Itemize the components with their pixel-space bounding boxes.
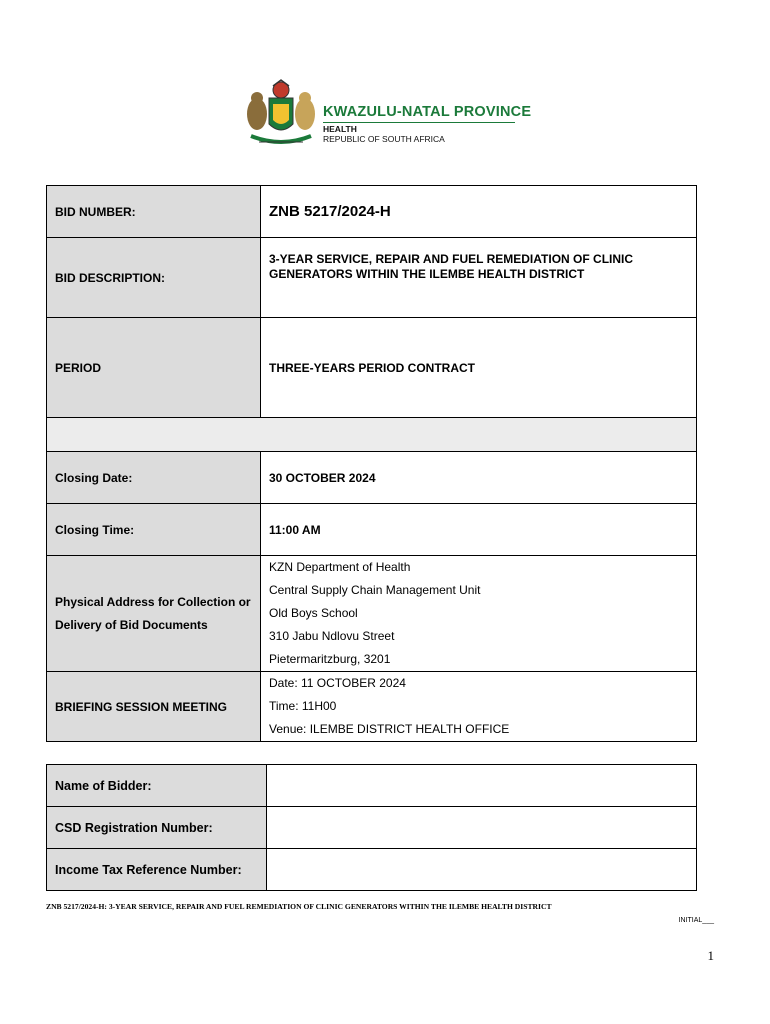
closing-date-value: 30 OCTOBER 2024 (261, 452, 697, 504)
bid-number-value: ZNB 5217/2024-H (261, 186, 697, 238)
kzn-logo (243, 78, 533, 156)
csd-registration-field[interactable] (267, 807, 697, 849)
address-line: KZN Department of Health (269, 560, 411, 574)
bidder-name-label: Name of Bidder: (47, 765, 267, 807)
bid-description-value (261, 238, 697, 318)
period-label: PERIOD (47, 318, 261, 418)
country-name: REPUBLIC OF SOUTH AFRICA (323, 134, 445, 144)
bid-description-label: BID DESCRIPTION: (47, 238, 261, 318)
period-value: THREE-YEARS PERIOD CONTRACT (261, 318, 697, 418)
briefing-date: Date: 11 OCTOBER 2024 (269, 676, 406, 690)
briefing-value (261, 672, 697, 742)
income-tax-label: Income Tax Reference Number: (47, 849, 267, 891)
bidder-name-field[interactable] (267, 765, 697, 807)
department-name: HEALTH (323, 124, 357, 134)
bidder-info-table (46, 764, 697, 891)
closing-date-label: Closing Date: (47, 452, 261, 504)
address-label: Physical Address for Collection or Delivery of Bid Documents (47, 556, 261, 672)
bid-description-text: 3-YEAR SERVICE, REPAIR AND FUEL REMEDIATION OF CLINIC GENERATORS WITHIN THE ILEMBE HEALTH DISTRICT (269, 252, 634, 281)
briefing-time: Time: 11H00 (269, 699, 337, 713)
income-tax-field[interactable] (267, 849, 697, 891)
initial-field: INITIAL___ (678, 917, 714, 924)
address-value (261, 556, 697, 672)
province-name: KWAZULU-NATAL PROVINCE (323, 104, 532, 120)
logo-divider (323, 122, 515, 123)
closing-time-label: Closing Time: (47, 504, 261, 556)
bid-info-table (46, 185, 697, 742)
page-footer: ZNB 5217/2024-H: 3-YEAR SERVICE, REPAIR AND FUEL REMEDIATION OF CLINIC GENERATORS WITHIN THE ILEMBE HEALTH DISTRICT (46, 902, 552, 911)
address-line: Central Supply Chain Management Unit (269, 583, 481, 597)
address-line: Pietermaritzburg, 3201 (269, 652, 391, 666)
page-number: 1 (707, 948, 714, 963)
briefing-venue: Venue: ILEMBE DISTRICT HEALTH OFFICE (269, 722, 510, 736)
coat-of-arms-icon (243, 78, 319, 156)
csd-registration-label: CSD Registration Number: (47, 807, 267, 849)
closing-time-value: 11:00 AM (261, 504, 697, 556)
address-line: 310 Jabu Ndlovu Street (269, 629, 395, 643)
briefing-label: BRIEFING SESSION MEETING (47, 672, 261, 742)
address-line: Old Boys School (269, 606, 358, 620)
bid-number-label: BID NUMBER: (47, 186, 261, 238)
table-spacer-row (47, 418, 697, 452)
